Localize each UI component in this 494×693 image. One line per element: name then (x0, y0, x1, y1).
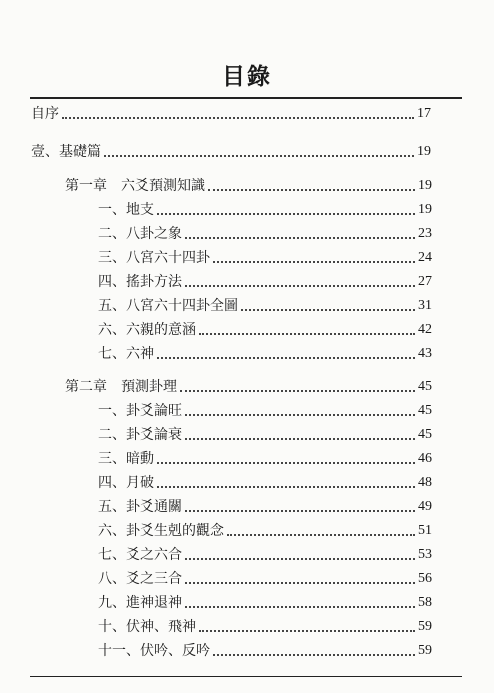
toc-page-number: 59 (418, 619, 432, 634)
toc-page-number: 48 (418, 475, 432, 490)
leader-dots (157, 357, 415, 359)
leader-dots (185, 558, 415, 560)
toc-page-number: 46 (418, 451, 432, 466)
toc-entry-section (98, 569, 432, 589)
toc-page-number: 45 (418, 403, 432, 418)
leader-dots (185, 237, 415, 239)
leader-dots (199, 630, 415, 632)
leader-dots (185, 582, 415, 584)
toc-page-number: 17 (417, 106, 431, 121)
leader-dots (104, 155, 414, 157)
toc-entry-section (98, 344, 432, 364)
toc-label: 十一、伏吟、反吟 (98, 643, 210, 659)
leader-dots (185, 606, 415, 608)
toc-entry-section (98, 641, 432, 661)
leader-dots (208, 189, 415, 191)
toc-label: 自序 (31, 106, 59, 122)
toc-label: 三、暗動 (98, 451, 154, 467)
toc-entry-section (98, 497, 432, 517)
bottom-rule (30, 676, 462, 677)
toc-label: 六、卦爻生剋的觀念 (98, 523, 224, 539)
chapter-number: 第一章 (65, 178, 107, 194)
toc-page-number: 43 (418, 346, 432, 361)
toc-label: 七、六神 (98, 346, 154, 362)
toc-page-number: 59 (418, 643, 432, 658)
chapter-title: 預測卦理 (121, 379, 177, 395)
toc-page-number: 19 (418, 178, 432, 193)
toc-page-number: 23 (418, 226, 432, 241)
toc-entry-section (98, 545, 432, 565)
toc-label: 四、搖卦方法 (98, 274, 182, 290)
toc-page-number: 49 (418, 499, 432, 514)
toc-page-number: 45 (418, 427, 432, 442)
toc-label: 二、卦爻論衰 (98, 427, 182, 443)
toc-page-number: 53 (418, 547, 432, 562)
toc-label: 八、爻之三合 (98, 571, 182, 587)
toc-page-number: 51 (418, 523, 432, 538)
leader-dots (185, 438, 415, 440)
toc-page-number: 56 (418, 571, 432, 586)
toc-label: 一、卦爻論旺 (98, 403, 182, 419)
toc-entry-section (98, 248, 432, 268)
toc-label: 壹、基礎篇 (31, 144, 101, 160)
leader-dots (62, 117, 414, 119)
toc-label: 五、卦爻通關 (98, 499, 182, 515)
toc-label: 十、伏神、飛神 (98, 619, 196, 635)
leader-dots (185, 285, 415, 287)
leader-dots (157, 486, 415, 488)
leader-dots (227, 534, 415, 536)
toc-entry-section (98, 449, 432, 469)
toc-label: 四、月破 (98, 475, 154, 491)
toc-page-number: 42 (418, 322, 432, 337)
leader-dots (157, 462, 415, 464)
toc-entry-part1 (31, 142, 431, 162)
leader-dots (241, 309, 415, 311)
top-rule (30, 97, 462, 99)
toc-label: 二、八卦之象 (98, 226, 182, 242)
toc-label: 七、爻之六合 (98, 547, 182, 563)
chapter-number: 第二章 (65, 379, 107, 395)
page-title: 目錄 (222, 63, 272, 90)
toc-entry-chapter1 (65, 176, 432, 196)
toc-label: 六、六親的意涵 (98, 322, 196, 338)
toc-label: 五、八宮六十四卦全圖 (98, 298, 238, 314)
leader-dots (213, 261, 415, 263)
toc-entry-section (98, 224, 432, 244)
leader-dots (199, 333, 415, 335)
leader-dots (185, 510, 415, 512)
toc-label: 九、進神退神 (98, 595, 182, 611)
toc-page-number: 19 (417, 144, 431, 159)
toc-entry-section (98, 320, 432, 340)
toc-entry-chapter2 (65, 377, 432, 397)
chapter-title: 六爻預測知識 (121, 178, 205, 194)
toc-page-number: 24 (418, 250, 432, 265)
toc-entry-preface (31, 104, 431, 124)
leader-dots (180, 390, 415, 392)
toc-page-number: 45 (418, 379, 432, 394)
toc-entry-section (98, 617, 432, 637)
toc-entry-section (98, 401, 432, 421)
leader-dots (157, 213, 415, 215)
toc-page-number: 31 (418, 298, 432, 313)
toc-label: 一、地支 (98, 202, 154, 218)
toc-page-number: 19 (418, 202, 432, 217)
toc-entry-section (98, 200, 432, 220)
toc-entry-section (98, 521, 432, 541)
toc-page-number: 58 (418, 595, 432, 610)
toc-entry-section (98, 425, 432, 445)
toc-entry-section (98, 272, 432, 292)
toc-entry-section (98, 593, 432, 613)
leader-dots (213, 654, 415, 656)
toc-page-number: 27 (418, 274, 432, 289)
toc-label: 三、八宮六十四卦 (98, 250, 210, 266)
leader-dots (185, 414, 415, 416)
toc-entry-section (98, 473, 432, 493)
toc-entry-section (98, 296, 432, 316)
